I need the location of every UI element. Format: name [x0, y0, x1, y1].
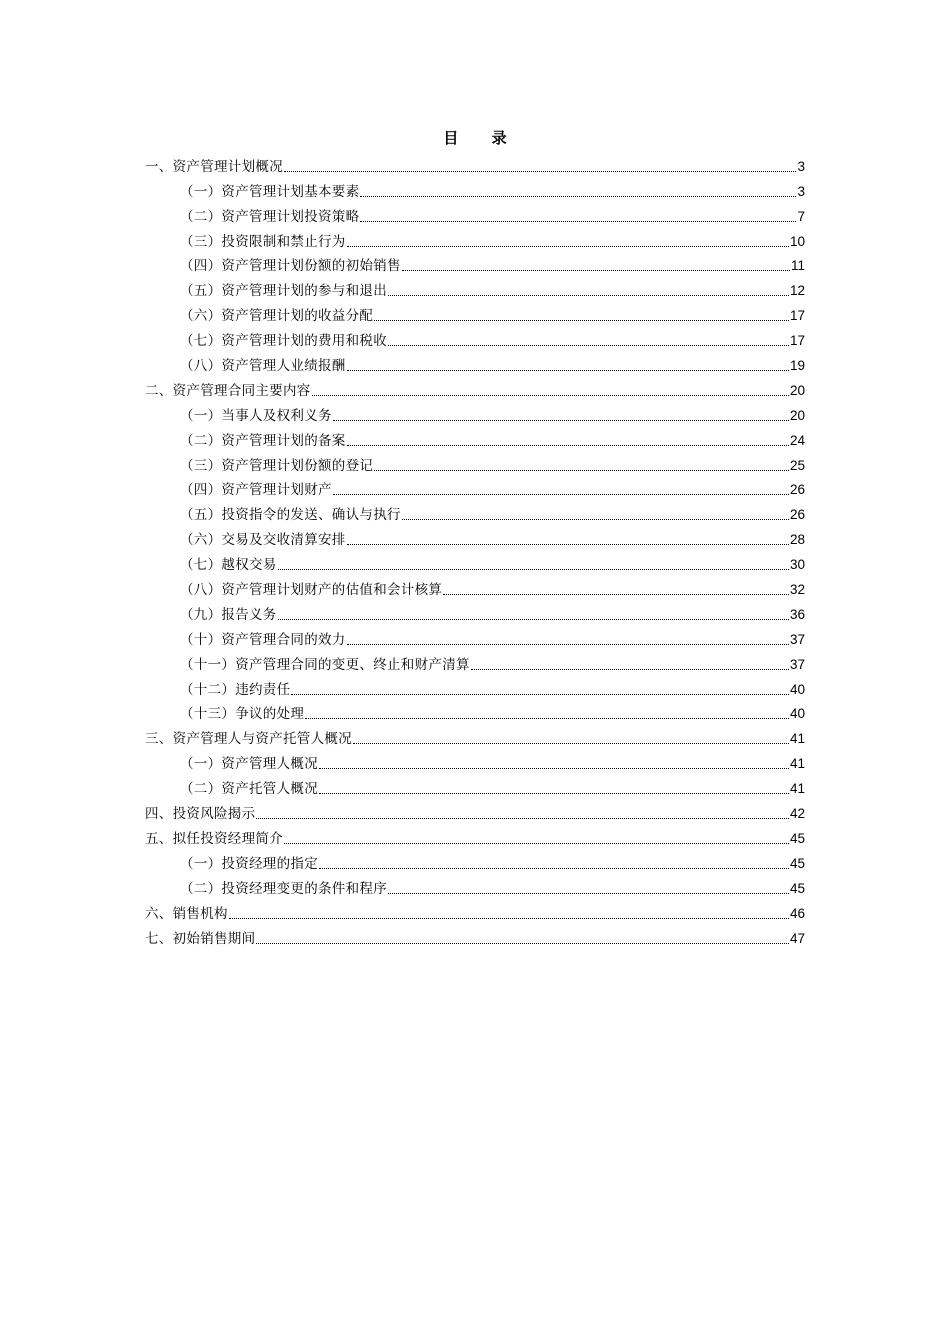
toc-entry-page-number: 17 — [789, 308, 805, 324]
toc-entry-page-number: 11 — [790, 258, 805, 274]
toc-entry-label: 五、拟任投资经理简介 — [145, 830, 283, 847]
dot-leader — [347, 643, 789, 645]
toc-entry-page-number: 46 — [789, 905, 805, 921]
toc-entry-page-number: 26 — [789, 482, 805, 498]
toc-subsection-entry[interactable] — [145, 649, 805, 674]
toc-entry-page-number: 40 — [789, 706, 805, 722]
dot-leader — [347, 543, 789, 545]
dot-leader — [347, 369, 789, 371]
dot-leader — [471, 668, 789, 670]
dot-leader — [388, 892, 789, 894]
toc-entry-label: （五）投资指令的发送、确认与执行 — [180, 507, 401, 524]
toc-section-entry[interactable] — [145, 898, 805, 923]
toc-entry-label: （一）当事人及权利义务 — [180, 407, 332, 424]
toc-subsection-entry[interactable] — [145, 425, 805, 450]
toc-entry-page-number: 12 — [789, 283, 805, 299]
dot-leader — [347, 444, 789, 446]
dot-leader — [360, 195, 796, 197]
toc-entry-label: （七）越权交易 — [180, 557, 277, 574]
toc-entry-label: （一）投资经理的指定 — [180, 855, 318, 872]
toc-entry-page-number: 45 — [789, 880, 805, 896]
toc-title: 目 录 — [443, 129, 521, 147]
toc-entry-label: （三）投资限制和禁止行为 — [180, 233, 346, 250]
toc-entry-page-number: 41 — [789, 781, 805, 797]
toc-entry-label: 一、资产管理计划概况 — [145, 158, 283, 175]
toc-entry-label: （九）报告义务 — [180, 606, 277, 623]
toc-subsection-entry[interactable] — [145, 300, 805, 325]
dot-leader — [388, 344, 789, 346]
toc-entry-page-number: 41 — [789, 756, 805, 772]
toc-entry-page-number: 20 — [789, 382, 805, 398]
toc-entry-label: （七）资产管理计划的费用和税收 — [180, 333, 387, 350]
toc-subsection-entry[interactable] — [145, 674, 805, 699]
toc-subsection-entry[interactable] — [145, 499, 805, 524]
dot-leader — [353, 742, 789, 744]
toc-entry-page-number: 25 — [789, 457, 805, 473]
toc-entry-label: 三、资产管理人与资产托管人概况 — [145, 731, 352, 748]
toc-entry-label: （四）资产管理计划份额的初始销售 — [180, 258, 401, 275]
toc-entry-label: （十）资产管理合同的效力 — [180, 631, 346, 648]
toc-entry-page-number: 19 — [789, 358, 805, 374]
toc-subsection-entry[interactable] — [145, 400, 805, 425]
dot-leader — [229, 917, 789, 919]
toc-entry-page-number: 3 — [797, 183, 805, 199]
toc-entry-page-number: 3 — [797, 158, 805, 174]
dot-leader — [374, 319, 789, 321]
toc-entry-label: 六、销售机构 — [145, 905, 228, 922]
toc-section-entry[interactable] — [145, 723, 805, 748]
toc-entry-label: （二）资产管理计划的备案 — [180, 432, 346, 449]
toc-section-entry[interactable] — [145, 823, 805, 848]
toc-subsection-entry[interactable] — [145, 873, 805, 898]
toc-subsection-entry[interactable] — [145, 599, 805, 624]
dot-leader — [443, 593, 789, 595]
toc-entry-page-number: 17 — [789, 333, 805, 349]
toc-subsection-entry[interactable] — [145, 325, 805, 350]
toc-subsection-entry[interactable] — [145, 450, 805, 475]
toc-entry-page-number: 28 — [789, 532, 805, 548]
toc-entry-label: （四）资产管理计划财产 — [180, 482, 332, 499]
dot-leader — [256, 817, 789, 819]
toc-subsection-entry[interactable] — [145, 201, 805, 226]
dot-leader — [333, 419, 789, 421]
toc-entry-label: （十一）资产管理合同的变更、终止和财产清算 — [180, 656, 470, 673]
dot-leader — [278, 618, 789, 620]
dot-leader — [291, 693, 789, 695]
toc-subsection-entry[interactable] — [145, 848, 805, 873]
toc-entry-page-number: 32 — [789, 582, 805, 598]
dot-leader — [333, 493, 789, 495]
toc-entry-page-number: 45 — [789, 855, 805, 871]
toc-entry-page-number: 37 — [789, 656, 805, 672]
toc-entry-page-number: 45 — [789, 830, 805, 846]
table-of-contents — [145, 151, 805, 948]
toc-subsection-entry[interactable] — [145, 549, 805, 574]
toc-entry-page-number: 10 — [789, 233, 805, 249]
toc-subsection-entry[interactable] — [145, 176, 805, 201]
dot-leader — [319, 867, 789, 869]
toc-entry-label: （八）资产管理计划财产的估值和会计核算 — [180, 582, 443, 599]
toc-entry-label: （一）资产管理人概况 — [180, 756, 318, 773]
toc-subsection-entry[interactable] — [145, 699, 805, 724]
toc-entry-label: 四、投资风险揭示 — [145, 806, 256, 823]
toc-entry-page-number: 47 — [789, 930, 805, 946]
dot-leader — [319, 767, 789, 769]
toc-entry-label: （十三）争议的处理 — [180, 706, 305, 723]
toc-entry-label: （五）资产管理计划的参与和退出 — [180, 283, 387, 300]
dot-leader — [284, 842, 789, 844]
dot-leader — [284, 170, 796, 172]
toc-entry-page-number: 42 — [789, 806, 805, 822]
toc-subsection-entry[interactable] — [145, 475, 805, 500]
toc-section-entry[interactable] — [145, 923, 805, 948]
toc-subsection-entry[interactable] — [145, 574, 805, 599]
dot-leader — [347, 245, 789, 247]
toc-entry-label: （二）投资经理变更的条件和程序 — [180, 880, 387, 897]
toc-entry-page-number: 37 — [789, 631, 805, 647]
toc-subsection-entry[interactable] — [145, 624, 805, 649]
toc-entry-page-number: 36 — [789, 606, 805, 622]
toc-entry-page-number: 41 — [789, 731, 805, 747]
toc-entry-page-number: 26 — [789, 507, 805, 523]
toc-entry-label: （八）资产管理人业绩报酬 — [180, 358, 346, 375]
toc-subsection-entry[interactable] — [145, 350, 805, 375]
toc-entry-label: （六）资产管理计划的收益分配 — [180, 308, 374, 325]
dot-leader — [360, 220, 796, 222]
toc-entry-label: （十二）违约责任 — [180, 681, 291, 698]
toc-section-entry[interactable] — [145, 375, 805, 400]
toc-entry-label: （二）资产托管人概况 — [180, 781, 318, 798]
toc-entry-page-number: 40 — [789, 681, 805, 697]
dot-leader — [388, 294, 789, 296]
toc-subsection-entry[interactable] — [145, 251, 805, 276]
toc-section-entry[interactable] — [145, 798, 805, 823]
toc-entry-label: 七、初始销售期间 — [145, 930, 256, 947]
toc-section-entry[interactable] — [145, 151, 805, 176]
toc-entry-page-number: 24 — [789, 432, 805, 448]
toc-entry-label: （一）资产管理计划基本要素 — [180, 183, 360, 200]
toc-entry-page-number: 20 — [789, 407, 805, 423]
dot-leader — [319, 792, 789, 794]
toc-subsection-entry[interactable] — [145, 773, 805, 798]
toc-entry-label: 二、资产管理合同主要内容 — [145, 382, 311, 399]
toc-entry-label: （二）资产管理计划投资策略 — [180, 208, 360, 225]
toc-entry-page-number: 30 — [789, 557, 805, 573]
toc-subsection-entry[interactable] — [145, 226, 805, 251]
dot-leader — [312, 394, 789, 396]
toc-subsection-entry[interactable] — [145, 748, 805, 773]
toc-subsection-entry[interactable] — [145, 275, 805, 300]
dot-leader — [402, 518, 789, 520]
toc-entry-page-number: 7 — [797, 208, 805, 224]
toc-entry-label: （三）资产管理计划份额的登记 — [180, 457, 374, 474]
dot-leader — [305, 717, 789, 719]
dot-leader — [374, 469, 789, 471]
dot-leader — [278, 568, 789, 570]
toc-entry-label: （六）交易及交收清算安排 — [180, 532, 346, 549]
dot-leader — [256, 942, 789, 944]
toc-subsection-entry[interactable] — [145, 524, 805, 549]
dot-leader — [402, 269, 790, 271]
